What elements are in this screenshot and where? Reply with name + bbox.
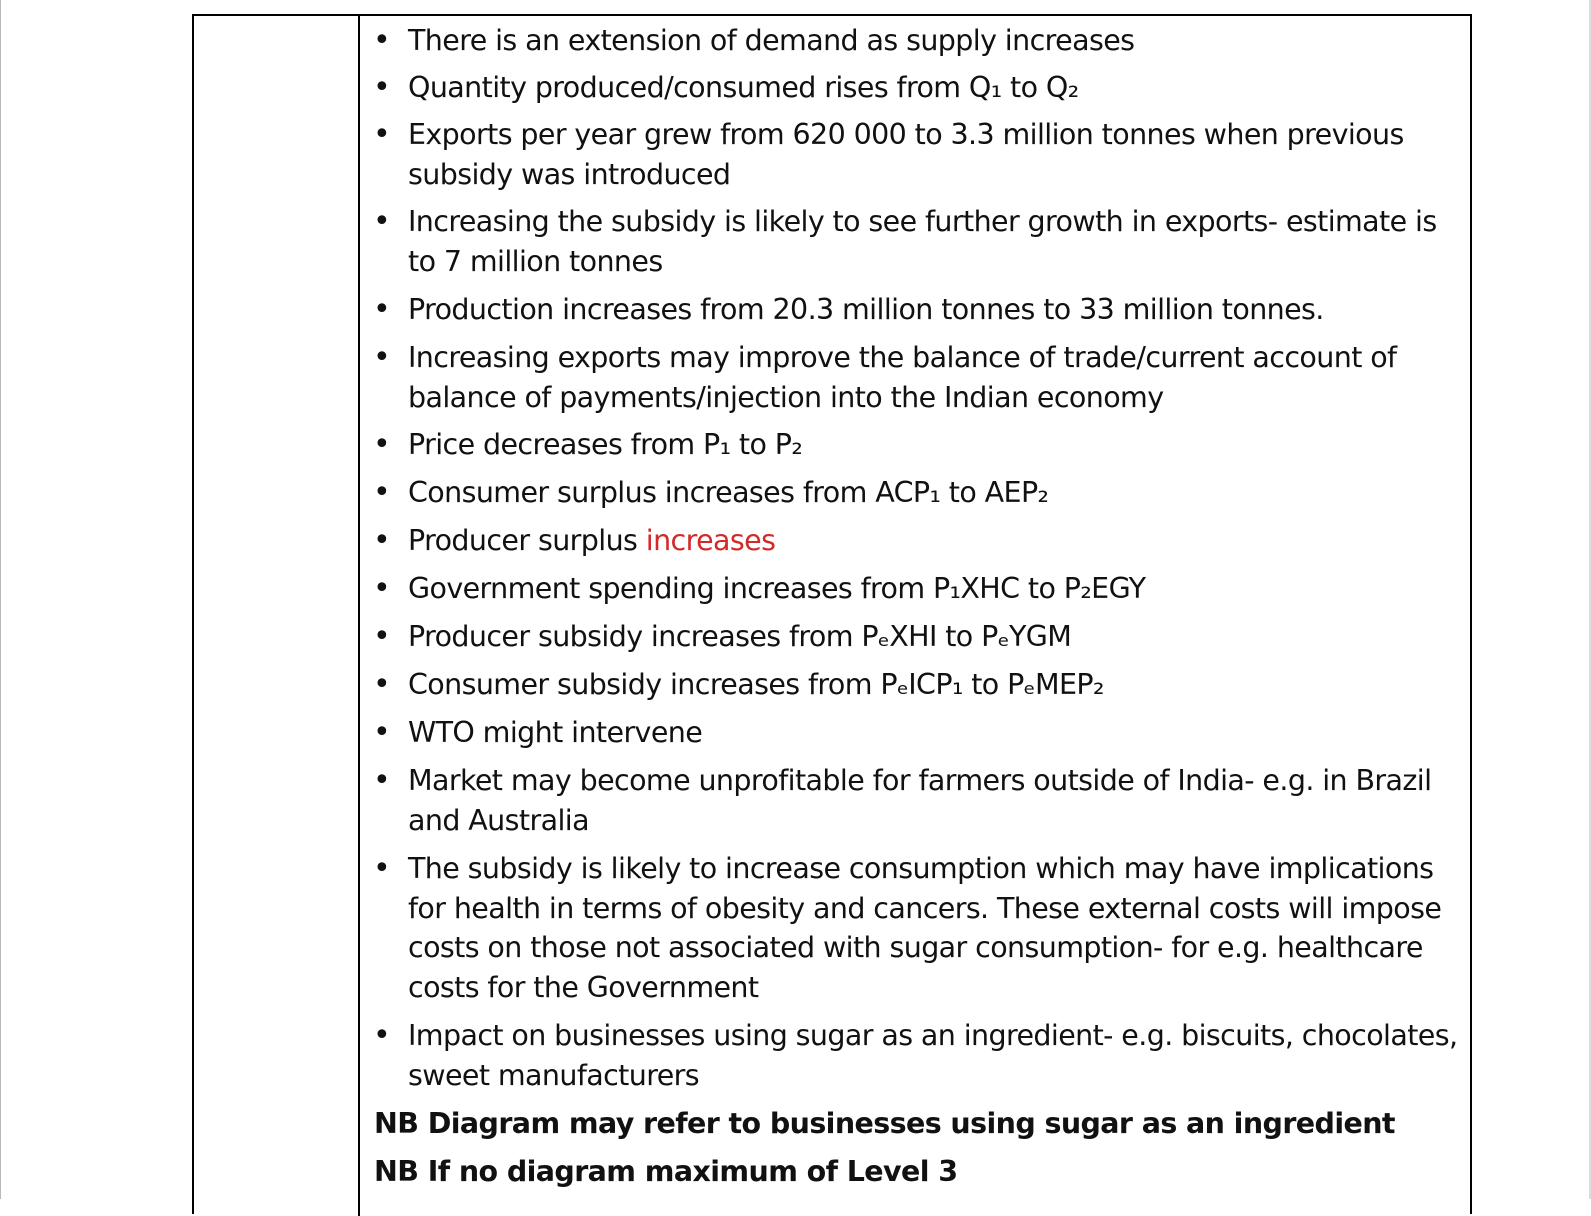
bullet-text: Producer subsidy increases from PₑXHI to PₑYGM [408, 620, 1072, 653]
bullet-dot: • [373, 204, 391, 239]
bullet-dot: • [373, 340, 391, 375]
bullet-dot: • [373, 117, 391, 152]
bullet-text: Increasing exports may improve the balance of trade/current account of balance of payments/injection into the Indian economy [408, 341, 1397, 414]
highlighted-word: increases [645, 524, 776, 557]
bullet-dot: • [373, 851, 391, 886]
bullet-dot: • [373, 292, 391, 327]
bullet-text: Impact on businesses using sugar as an ingredient- e.g. biscuits, chocolates, sweet manufacturers [408, 1019, 1458, 1092]
bullet-text: Price decreases from P₁ to P₂ [408, 428, 803, 461]
bullet-dot: • [373, 23, 391, 58]
bullet-text: Exports per year grew from 620 000 to 3.3 million tonnes when previous subsidy was introduced [408, 118, 1404, 191]
page-edge-left [0, 0, 1, 1199]
producer-surplus-label: Producer surplus [408, 524, 638, 557]
nb-note-level: NB If no diagram maximum of Level 3 [374, 1155, 958, 1188]
bullet-text: Quantity produced/consumed rises from Q₁ to Q₂ [408, 71, 1079, 104]
bullet-text [408, 521, 1478, 561]
bullet-dot: • [373, 619, 391, 654]
bullet-dot: • [373, 70, 391, 105]
bullet-text: Increasing the subsidy is likely to see further growth in exports- estimate is to 7 million tonnes [408, 205, 1437, 278]
bullet-text: The subsidy is likely to increase consumption which may have implications for health in terms of obesity and cancers. These external costs will impose costs on those not associated with sugar consumption- for e.g. healthcare costs for the Government [408, 852, 1442, 1004]
bullet-text: There is an extension of demand as supply increases [408, 24, 1135, 57]
bullet-text: Consumer subsidy increases from PₑICP₁ to PₑMEP₂ [408, 668, 1104, 701]
bullet-text: WTO might intervene [408, 716, 703, 749]
bullet-dot: • [373, 571, 391, 606]
bullet-text: Consumer surplus increases from ACP₁ to AEP₂ [408, 476, 1049, 509]
bullet-text: Production increases from 20.3 million tonnes to 33 million tonnes. [408, 293, 1324, 326]
bullet-text: Market may become unprofitable for farmers outside of India- e.g. in Brazil and Australia [408, 764, 1432, 837]
bullet-dot: • [373, 1018, 391, 1053]
bullet-dot: • [373, 667, 391, 702]
nb-note-diagram: NB Diagram may refer to businesses using sugar as an ingredient [374, 1107, 1395, 1140]
bullet-dot: • [373, 475, 391, 510]
bullet-dot: • [373, 427, 391, 462]
bullet-dot: • [373, 763, 391, 798]
bullet-dot: • [373, 523, 391, 558]
column-divider [358, 16, 360, 1216]
list-item [373, 849, 1451, 1004]
bullet-dot: • [373, 715, 391, 750]
bullet-text: Government spending increases from P₁XHC to P₂EGY [408, 572, 1146, 605]
